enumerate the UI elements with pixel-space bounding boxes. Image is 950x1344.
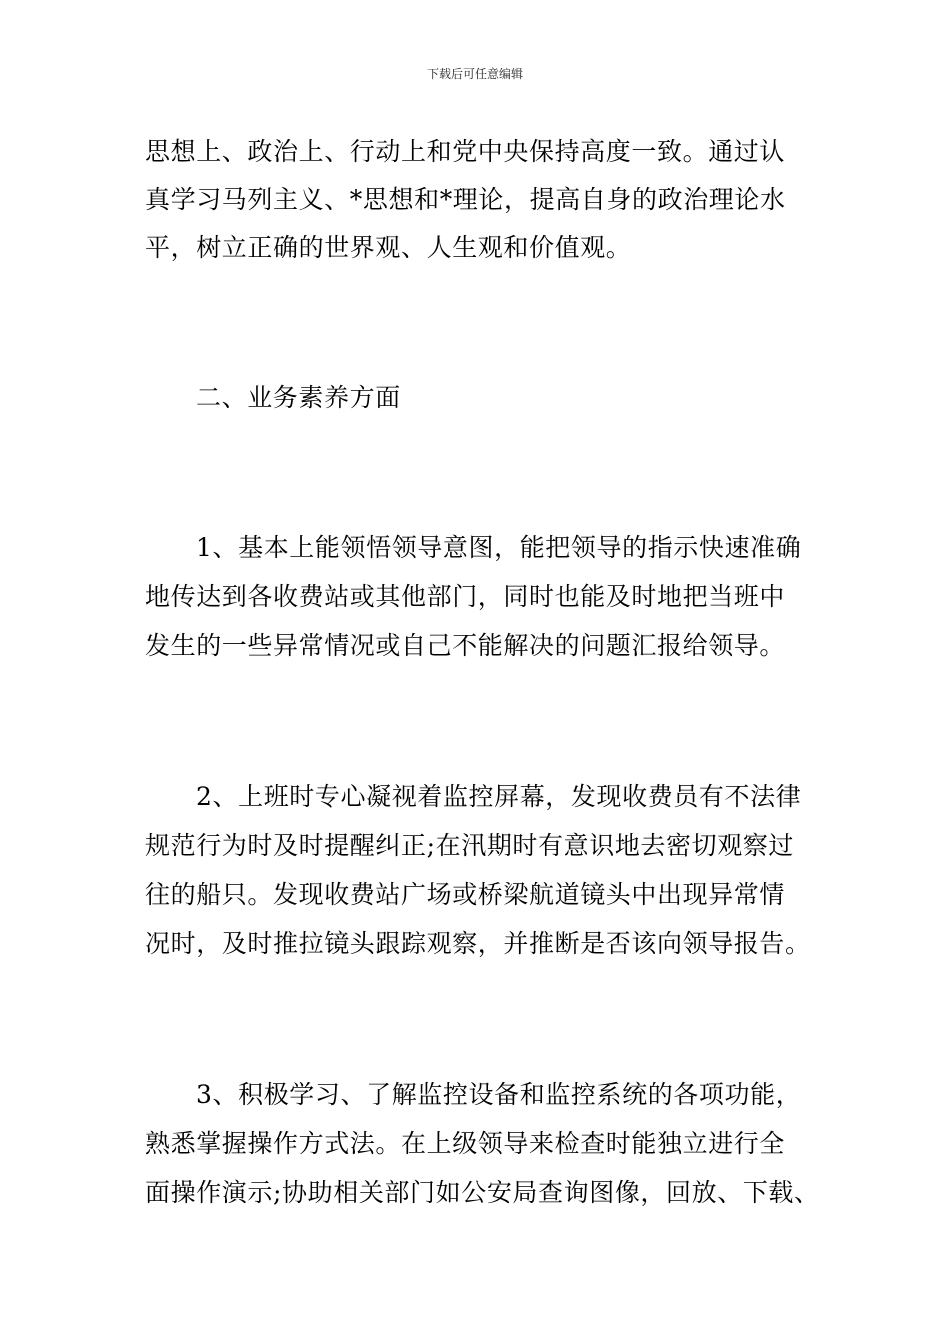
paragraph-line: 规范行为时及时提醒纠正;在汛期时有意识地去密切观察过 (145, 831, 795, 860)
paragraph-line: 地传达到各收费站或其他部门，同时也能及时地把当班中 (145, 582, 786, 611)
paragraph-line: 真学习马列主义、*思想和*理论，提高自身的政治理论水 (145, 185, 786, 214)
paragraph-line: 思想上、政治上、行动上和党中央保持高度一致。通过认 (145, 137, 786, 166)
paragraph-line: 熟悉掌握操作方式法。在上级领导来检查时能独立进行全 (145, 1129, 786, 1158)
page-header: 下载后可任意编辑 (426, 67, 523, 81)
paragraph-line: 平，树立正确的世界观、人生观和价值观。 (145, 233, 632, 262)
paragraph-line: 3、积极学习、了解监控设备和监控系统的各项功能， (196, 1080, 802, 1109)
paragraph-line: 2、上班时专心凝视着监控屏幕，发现收费员有不法律 (196, 782, 802, 811)
paragraph-line: 往的船只。发现收费站广场或桥梁航道镜头中出现异常情 (145, 880, 786, 909)
section-heading: 二、业务素养方面 (196, 383, 401, 412)
paragraph-line: 发生的一些异常情况或自己不能解决的问题汇报给领导。 (145, 631, 786, 660)
paragraph-line: 面操作演示;协助相关部门如公安局查询图像，回放、下载、 (145, 1178, 820, 1207)
paragraph-line: 1、基本上能领悟领导意图，能把领导的指示快速准确 (196, 533, 802, 562)
paragraph-line: 况时，及时推拉镜头跟踪观察，并推断是否该向领导报告。 (145, 929, 811, 958)
